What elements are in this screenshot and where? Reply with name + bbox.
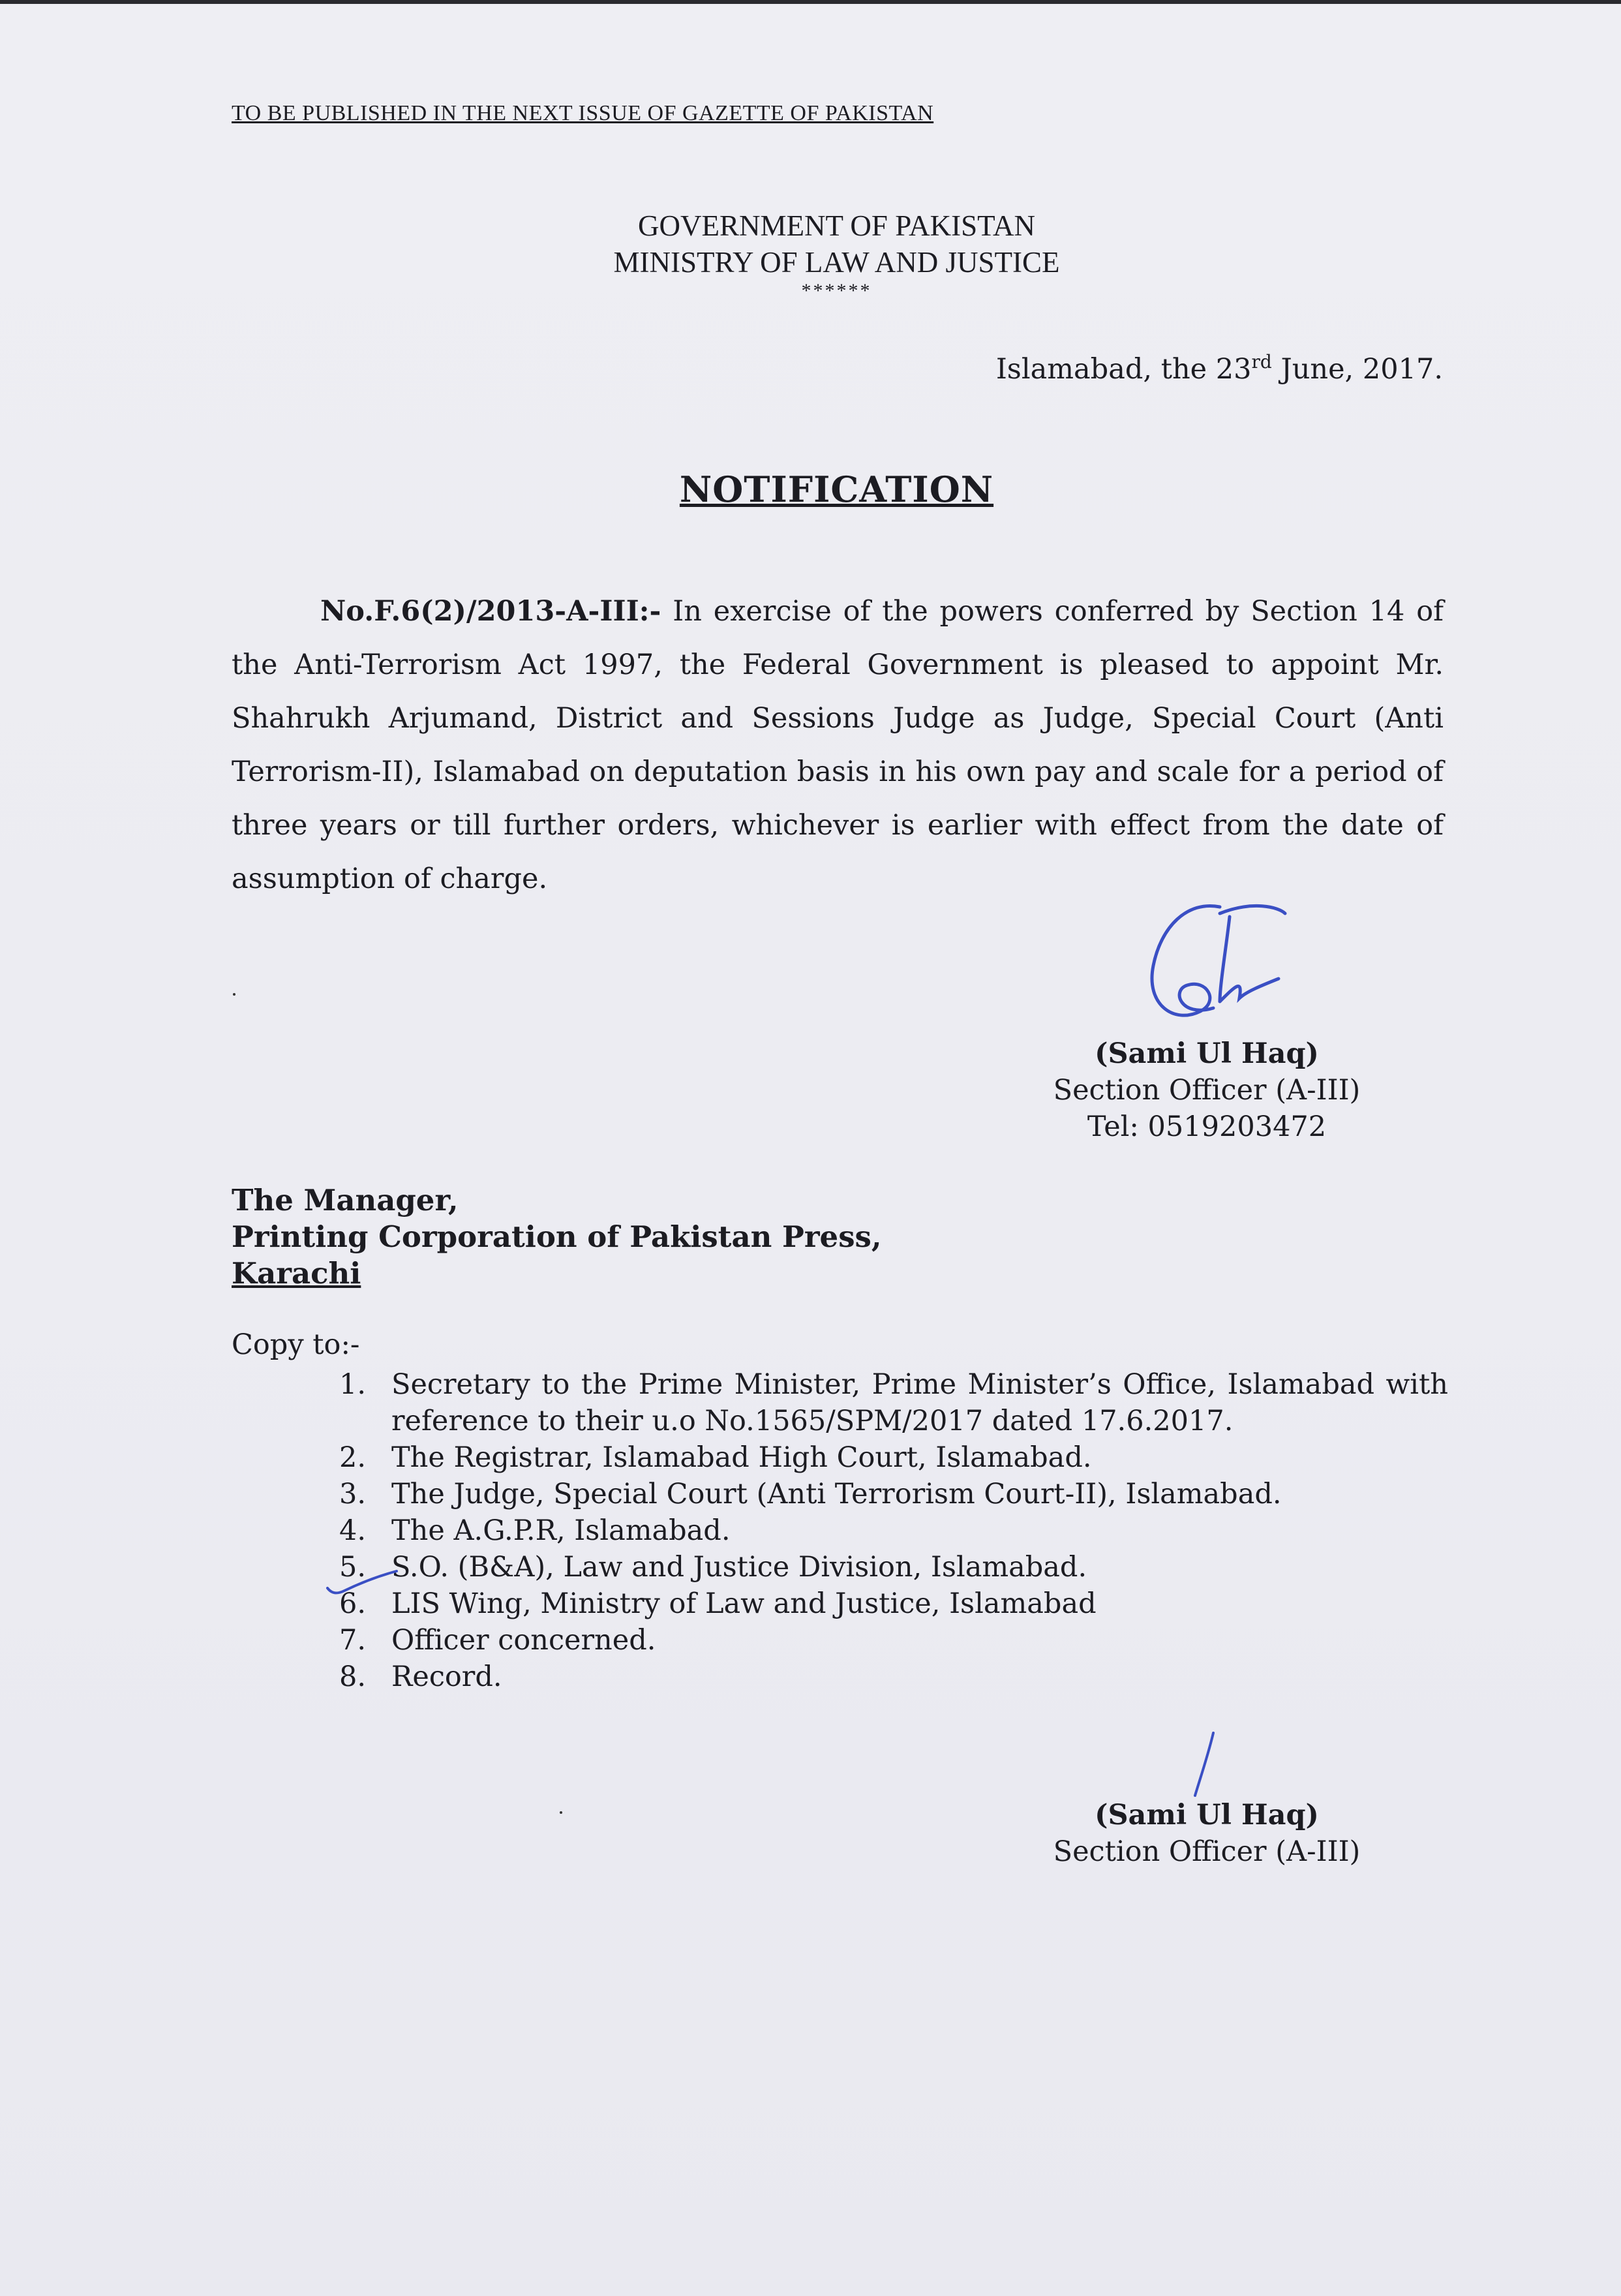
list-item xyxy=(339,1512,1448,1549)
pen-tick-icon xyxy=(325,1566,403,1605)
copy-list xyxy=(339,1366,1448,1695)
list-item xyxy=(339,1549,1448,1585)
list-item xyxy=(339,1439,1448,1476)
notification-body xyxy=(232,585,1444,906)
addressee-city: Karachi xyxy=(232,1256,361,1291)
list-text: The A.G.P.R, Islamabad. xyxy=(391,1514,731,1547)
signature-icon xyxy=(1122,887,1318,1057)
signatory-name: (Sami Ul Haq) xyxy=(1095,1799,1319,1831)
signatory-phone: Tel: 0519203472 xyxy=(1087,1110,1327,1143)
signatory-designation: Section Officer (A-III) xyxy=(1053,1074,1361,1107)
list-number: 1. xyxy=(339,1368,367,1401)
copy-to-label: Copy to:- xyxy=(232,1328,360,1361)
list-text: LIS Wing, Ministry of Law and Justice, Islamabad xyxy=(391,1587,1097,1620)
list-number: 2. xyxy=(339,1441,367,1474)
reference-number: No.F.6(2)/2013-A-III:- xyxy=(320,595,661,628)
list-number: 6. xyxy=(339,1587,367,1620)
list-number: 4. xyxy=(339,1514,367,1547)
signatory-name: (Sami Ul Haq) xyxy=(1095,1037,1319,1070)
addressee-line-1: The Manager, xyxy=(232,1183,459,1217)
body-text: In exercise of the powers conferred by Section 14 of the Anti-Terrorism Act 1997, the Federal Government is pleased to appoint Mr. Shahrukh Arjumand, District and Sessions Judge as Judge, Special Court (Anti Terrorism-II), Islamabad on deputation basis in his own pay and scale for a period of three years or till further orders, whichever is earlier with effect from the date of assumption of charge. xyxy=(232,595,1444,895)
date-suffix: June, 2017. xyxy=(1271,353,1443,386)
scan-dot xyxy=(233,993,235,996)
signatory-block-top xyxy=(1031,1035,1383,1145)
pen-stroke-icon xyxy=(1186,1729,1225,1801)
list-text: The Registrar, Islamabad High Court, Islamabad. xyxy=(391,1441,1092,1474)
list-item xyxy=(339,1476,1448,1512)
separator-stars: ****** xyxy=(801,280,872,301)
date-ordinal: rd xyxy=(1251,351,1272,373)
list-item xyxy=(339,1659,1448,1695)
list-number: 5. xyxy=(339,1551,367,1584)
list-text: Record. xyxy=(391,1661,502,1693)
signatory-block-bottom xyxy=(1031,1797,1383,1870)
date-prefix: Islamabad, the 23 xyxy=(995,353,1252,386)
letterhead xyxy=(0,207,1621,301)
date-line xyxy=(996,351,1443,386)
list-number: 8. xyxy=(339,1661,367,1693)
list-number: 3. xyxy=(339,1478,367,1510)
list-number: 7. xyxy=(339,1624,367,1657)
list-text: S.O. (B&A), Law and Justice Division, Islamabad. xyxy=(391,1551,1087,1584)
list-text: The Judge, Special Court (Anti Terrorism Court-II), Islamabad. xyxy=(391,1478,1282,1510)
scan-dot xyxy=(560,1811,562,1814)
notification-title: NOTIFICATION xyxy=(679,468,994,510)
addressee-block xyxy=(232,1182,882,1292)
ministry-name: MINISTRY OF LAW AND JUSTICE xyxy=(613,246,1060,279)
government-name: GOVERNMENT OF PAKISTAN xyxy=(638,209,1035,242)
gazette-header: TO BE PUBLISHED IN THE NEXT ISSUE OF GAZETTE OF PAKISTAN xyxy=(232,101,934,125)
addressee-line-2: Printing Corporation of Pakistan Press, xyxy=(232,1219,882,1254)
list-item xyxy=(339,1585,1448,1622)
list-text: Officer concerned. xyxy=(391,1624,656,1657)
signatory-designation: Section Officer (A-III) xyxy=(1053,1835,1361,1868)
list-item xyxy=(339,1366,1448,1439)
scan-top-edge xyxy=(0,0,1621,4)
list-item xyxy=(339,1622,1448,1659)
list-text: Secretary to the Prime Minister, Prime Minister’s Office, Islamabad with reference to their u.o No.1565/SPM/2017 dated 17.6.2017. xyxy=(391,1368,1448,1437)
